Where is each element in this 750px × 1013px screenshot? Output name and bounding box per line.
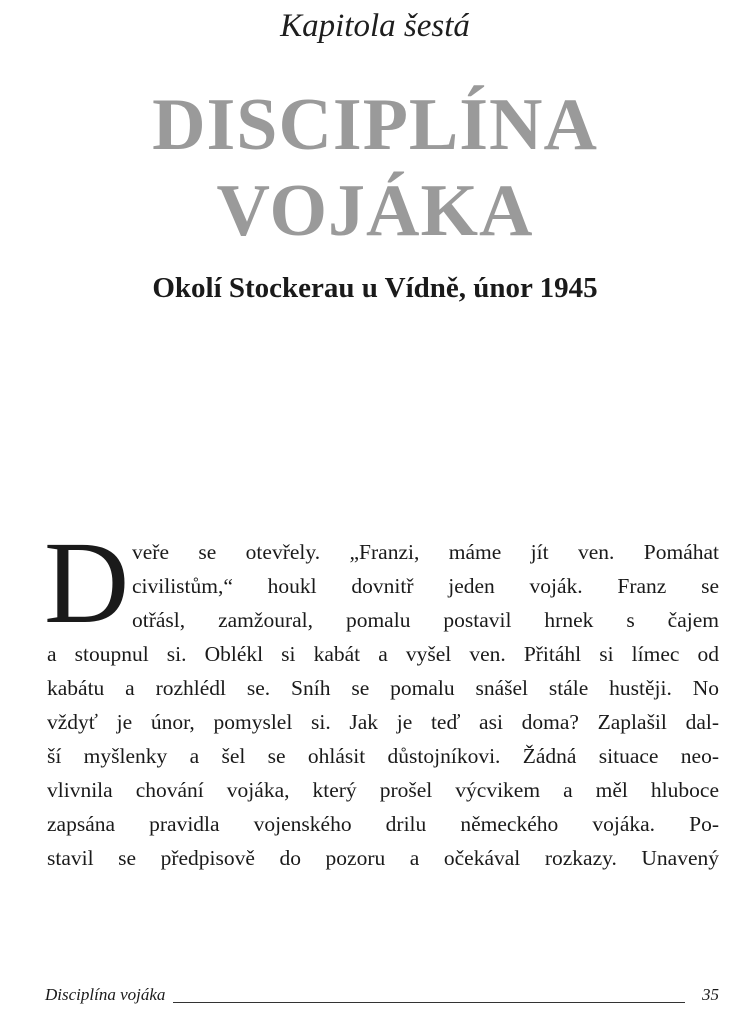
drop-cap: D <box>44 517 130 648</box>
page-number: 35 <box>702 985 719 1004</box>
body-line: ší myšlenky a šel se ohlásit důstojníkovi. Žádná situace neo- <box>47 744 719 768</box>
running-title: Disciplína vojáka <box>45 985 166 1004</box>
page-footer <box>45 985 719 1009</box>
body-line: vždyť je únor, pomyslel si. Jak je teď asi doma? Zaplašil dal- <box>47 710 719 734</box>
chapter-label: Kapitola šestá <box>280 8 470 44</box>
chapter-title-line-1: DISCIPLÍNA <box>152 84 598 166</box>
body-paragraph <box>47 535 719 875</box>
body-line: stavil se předpisově do pozoru a očekával rozkazy. Unavený <box>47 846 719 870</box>
chapter-subtitle: Okolí Stockerau u Vídně, únor 1945 <box>152 272 598 304</box>
footer-rule <box>173 1002 685 1003</box>
body-line: civilistům,“ houkl dovnitř jeden voják. Franz se <box>132 574 719 598</box>
body-line: otřásl, zamžoural, pomalu postavil hrnek s čajem <box>132 608 719 632</box>
chapter-title-line-2: VOJÁKA <box>216 170 534 252</box>
body-line: a stoupnul si. Oblékl si kabát a vyšel ven. Přitáhl si límec od <box>47 642 719 666</box>
body-line: vlivnila chování vojáka, který prošel výcvikem a měl hluboce <box>47 778 719 802</box>
body-line: kabátu a rozhlédl se. Sníh se pomalu snášel stále hustěji. No <box>47 676 719 700</box>
body-line: veře se otevřely. „Franzi, máme jít ven. Pomáhat <box>132 540 719 564</box>
chapter-title <box>0 82 750 254</box>
body-line: zapsána pravidla vojenského drilu německého vojáka. Po- <box>47 812 719 836</box>
